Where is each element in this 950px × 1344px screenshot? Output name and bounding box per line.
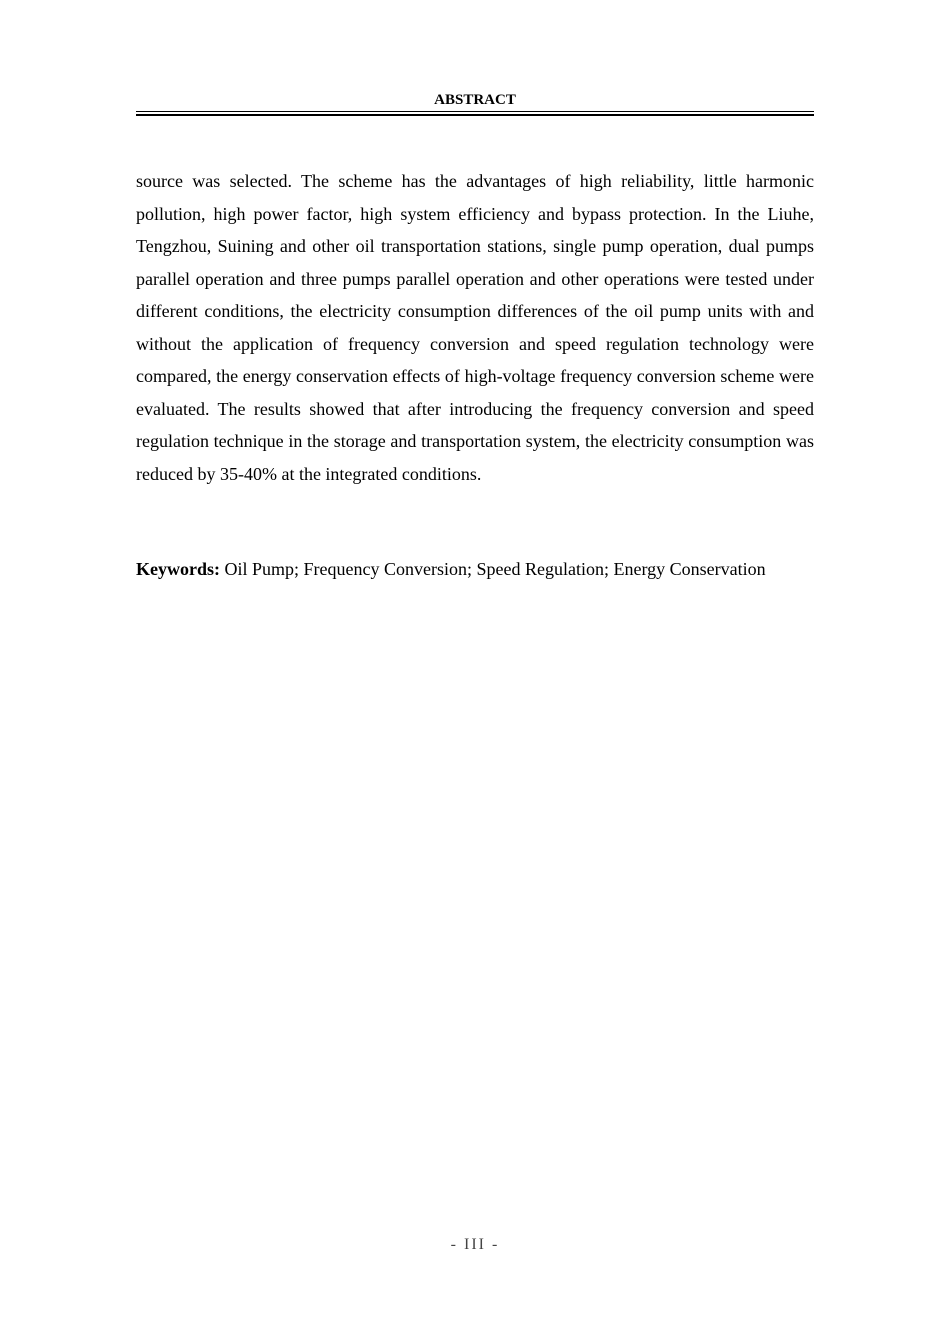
page-number: - III - [450, 1236, 500, 1253]
header-double-rule [136, 111, 814, 116]
abstract-body-text: source was selected. The scheme has the advantages of high reliability, little harmonic pollution, high power factor, high system efficiency and bypass protection. In the Liuhe, Tengzhou, Suining and other oil transportation stations, single pump operation, dual pumps parallel operation and three pumps parallel operation and other operations were tested under different conditions, the electricity consumption differences of the oil pump units with and without the application of frequency conversion and speed regulation technology were compared, the energy conservation effects of high-voltage frequency conversion scheme were evaluated. The results showed that after introducing the frequency conversion and speed regulation technique in the storage and transportation system, the electricity consumption was reduced by 35-40% at the integrated conditions. [136, 171, 814, 484]
keywords-value: Oil Pump; Frequency Conversion; Speed Regulation; Energy Conservation [220, 559, 766, 579]
keywords-line [136, 553, 836, 585]
keywords-label: Keywords: [136, 559, 220, 579]
running-header-title: ABSTRACT [434, 92, 516, 108]
